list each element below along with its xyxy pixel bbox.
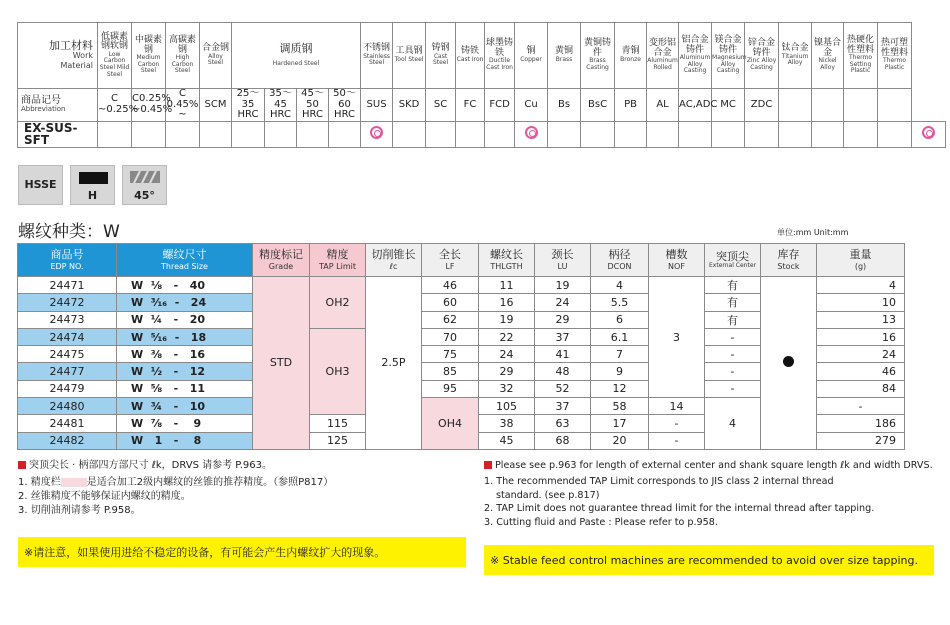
dcon-cell: 20 — [591, 432, 649, 449]
material-header: 铝合金铸件 Aluminum Alloy Casting — [679, 23, 712, 89]
external-center-cell: 有 — [705, 294, 761, 311]
grade-cell: STD — [253, 277, 310, 450]
recommended-ring-icon — [370, 126, 383, 139]
abbreviation-label: 商品记号 Abbreviation — [18, 89, 98, 122]
thread-size-cell: W ³⁄₁₆ - 24 — [117, 294, 253, 311]
edp-cell: 24479 — [18, 380, 117, 397]
col-edp: 商品号 EDP NO. — [18, 244, 117, 277]
hsse-material-icon: HSSE — [18, 165, 63, 205]
recommended-ring-icon — [922, 126, 935, 139]
edp-cell: 24482 — [18, 432, 117, 449]
note-en-2: 2. TAP Limit does not guarantee thread limit for the internal thread after tapping. — [484, 503, 875, 515]
material-header: 低碳素钢软钢 Low Carbon Steel Mild Steel — [98, 23, 132, 89]
material-header: 高碳素钢 High Carbon Steel — [166, 23, 200, 89]
thread-size-cell: W ¼ - 20 — [117, 311, 253, 328]
material-header: 不锈钢 Stainless Steel — [361, 23, 393, 89]
thread-size-cell: W ¾ - 10 — [117, 398, 253, 415]
external-center-cell: 有 — [705, 311, 761, 328]
material-code: AC,ADC — [679, 89, 712, 122]
material-code: SC — [426, 89, 456, 122]
material-code: SUS — [361, 89, 393, 122]
material-header: 合金钢 Alloy Steel — [200, 23, 232, 89]
helix-45-icon: 45° — [122, 165, 167, 205]
material-code: 50～60 HRC — [329, 89, 361, 122]
dcon-cell: 6 — [591, 311, 649, 328]
tap-limit-cell: OH4 — [422, 398, 479, 450]
note-zh-1: 1. 精度栏 是适合加工2级内螺纹的丝锥的推荐精度。（参照P817） — [18, 477, 334, 488]
tolerance-h-icon: H — [70, 165, 115, 205]
lu-cell: 48 — [535, 363, 591, 380]
material-header: 黄铜铸件 Brass Casting — [581, 23, 615, 89]
red-square-icon — [18, 461, 26, 469]
thread-size-cell: W 1 - 8 — [117, 432, 253, 449]
dcon-cell: 4 — [591, 277, 649, 294]
units-label: 单位:mm Unit:mm — [777, 228, 849, 237]
material-code: C0.25% ~0.45% — [132, 89, 166, 122]
material-code: MC — [712, 89, 745, 122]
lu-cell: 58 — [591, 398, 649, 415]
edp-cell: 24474 — [18, 328, 117, 345]
note-en-0: Please see p.963 for length of external center and shank square length ℓk and width DRVS. — [484, 459, 939, 472]
red-square-icon — [484, 461, 492, 469]
thlgth-cell: 24 — [479, 346, 535, 363]
lf-cell: 115 — [310, 415, 366, 432]
external-center-cell: - — [649, 415, 705, 432]
lu-cell: 63 — [535, 415, 591, 432]
external-center-cell: - — [705, 380, 761, 397]
material-header: 工具钢 Tool Steel — [393, 23, 426, 89]
warning-en: ※ Stable feed control machines are recommended to avoid over size tapping. — [484, 545, 934, 575]
lf-cell: 125 — [310, 432, 366, 449]
weight-cell: 46 — [817, 363, 905, 380]
material-code — [812, 89, 844, 122]
dcon-cell: 7 — [591, 346, 649, 363]
thlgth-cell: 32 — [479, 380, 535, 397]
thread-size-cell: W ⅝ - 11 — [117, 380, 253, 397]
col-external-center: 突顶尖 External Center — [705, 244, 761, 277]
material-corner-label: 加工材料 Work Material — [18, 23, 98, 89]
material-code — [878, 89, 912, 122]
material-header: 钛合金 Titanium Alloy — [779, 23, 812, 89]
material-code: 45～50 HRC — [297, 89, 329, 122]
helix-stripes-icon — [130, 171, 160, 183]
weight-cell: 4 — [817, 277, 905, 294]
weight-cell: 10 — [817, 294, 905, 311]
lf-cell: 60 — [422, 294, 479, 311]
col-nof: 槽数 NOF — [649, 244, 705, 277]
material-code: AL — [647, 89, 679, 122]
lu-cell: 37 — [535, 328, 591, 345]
note-zh-3: 3. 切削油剂请参考 P.958。 — [18, 505, 141, 516]
thread-type-title: 螺纹种类：W — [18, 222, 120, 242]
dcon-cell: 12 — [591, 380, 649, 397]
note-en-1b: standard. (see p.817) — [496, 489, 600, 501]
material-code: 35～45 HRC — [265, 89, 297, 122]
thread-size-cell: W ⅞ - 9 — [117, 415, 253, 432]
thlgth-cell: 29 — [479, 363, 535, 380]
spec-table — [17, 243, 905, 450]
edp-cell: 24480 — [18, 398, 117, 415]
suitability-mark-sus — [361, 121, 393, 147]
note-en-3: 3. Cutting fluid and Paste : Please refer to p.958. — [484, 516, 718, 528]
col-lu: 颈长 LU — [535, 244, 591, 277]
col-tap-limit: 精度 TAP Limit — [310, 244, 366, 277]
weight-cell: 24 — [817, 346, 905, 363]
lu-cell: 68 — [535, 432, 591, 449]
external-center-cell: - — [817, 398, 905, 415]
material-header: 镁合金铸件 Magnesium Alloy Casting — [712, 23, 745, 89]
thlgth-cell: 45 — [479, 432, 535, 449]
weight-cell: 186 — [817, 415, 905, 432]
lf-cell: 75 — [422, 346, 479, 363]
edp-cell: 24475 — [18, 346, 117, 363]
thlgth-cell: 37 — [535, 398, 591, 415]
material-code: 25～35 HRC — [232, 89, 265, 122]
lu-cell: 19 — [535, 277, 591, 294]
lu-cell: 29 — [535, 311, 591, 328]
material-header: 热硬化性塑料 Thermo Setting Plastic — [844, 23, 878, 89]
weight-cell: 16 — [817, 328, 905, 345]
note-zh-0: 突顶尖长 · 柄部四方部尺寸 ℓk，DRVS 请参考 P.963。 — [18, 459, 468, 473]
edp-cell: 24472 — [18, 294, 117, 311]
stock-cell — [761, 277, 817, 450]
lf-cell: 95 — [422, 380, 479, 397]
material-header: 球墨铸铁 Ductile Cast Iron — [485, 23, 515, 89]
col-thlgth: 螺纹长 THLGTH — [479, 244, 535, 277]
material-header: 青铜 Bronze — [615, 23, 647, 89]
col-weight: 重量 (g) — [817, 244, 905, 277]
col-stock: 库存 Stock — [761, 244, 817, 277]
col-dcon: 柄径 DCON — [591, 244, 649, 277]
lf-cell: 62 — [422, 311, 479, 328]
suitability-mark-thermo-plastic — [912, 121, 946, 147]
notes-zh — [18, 459, 468, 518]
thread-size-cell: W ⁵⁄₁₆ - 18 — [117, 328, 253, 345]
external-center-cell: 有 — [705, 277, 761, 294]
notes-en — [484, 459, 939, 529]
material-header: 变形铝合金 Aluminum Rolled — [647, 23, 679, 89]
weight-cell: 13 — [817, 311, 905, 328]
nof-cell: 4 — [705, 398, 761, 450]
lu-cell: 52 — [535, 380, 591, 397]
material-code: C 0.45% ~ — [166, 88, 199, 120]
lf-cell: 105 — [479, 398, 535, 415]
thread-size-cell: W ⅜ - 16 — [117, 346, 253, 363]
material-header: 调质钢 Hardened Steel — [232, 23, 361, 89]
warning-zh: ※请注意，如果使用进给不稳定的设备，有可能会产生内螺纹扩大的现象。 — [18, 537, 466, 567]
recommended-ring-icon — [525, 126, 538, 139]
thlgth-cell: 19 — [479, 311, 535, 328]
material-code: SKD — [393, 89, 426, 122]
thlgth-cell: 16 — [479, 294, 535, 311]
material-code: BsC — [581, 89, 615, 122]
material-code: Bs — [548, 89, 581, 122]
edp-cell: 24473 — [18, 311, 117, 328]
table-row — [18, 277, 905, 294]
col-lf: 全长 LF — [422, 244, 479, 277]
external-center-cell: - — [705, 346, 761, 363]
edp-cell: 24477 — [18, 363, 117, 380]
material-header: 黄铜 Brass — [548, 23, 581, 89]
col-grade: 精度标记 Grade — [253, 244, 310, 277]
material-code: PB — [615, 89, 647, 122]
weight-cell: 84 — [817, 380, 905, 397]
external-center-cell: - — [705, 363, 761, 380]
suitability-mark-cu — [515, 121, 548, 147]
tap-limit-cell: OH2 — [310, 277, 366, 329]
note-en-1: 1. The recommended TAP Limit corresponds to JIS class 2 internal thread — [484, 476, 834, 488]
col-thread-size: 螺纹尺寸 Thread Size — [117, 244, 253, 277]
material-header: 铸钢 Cast Steel — [426, 23, 456, 89]
material-code — [779, 89, 812, 122]
material-header: 中碳素钢 Medium Carbon Steel — [132, 23, 166, 89]
dcon-cell: 5.5 — [591, 294, 649, 311]
note-zh-2: 2. 丝锥精度不能够保证内螺纹的精度。 — [18, 491, 191, 502]
pink-legend-swatch — [61, 478, 87, 487]
lc-cell: 2.5P — [366, 277, 422, 450]
material-code: ZDC — [745, 89, 779, 122]
material-code: SCM — [200, 89, 232, 122]
dcon-cell: 6.1 — [591, 328, 649, 345]
thlgth-cell: 11 — [479, 277, 535, 294]
material-code: C ~0.25% — [98, 89, 132, 122]
dcon-cell: 17 — [591, 415, 649, 432]
material-code: FC — [456, 89, 485, 122]
material-header: 铸铁 Cast Iron — [456, 23, 485, 89]
material-header: 镍基合金 Nickel Alloy — [812, 23, 844, 89]
material-header: 热可塑性塑料 Thermo Plastic — [878, 23, 912, 89]
material-code — [844, 89, 878, 122]
dcon-cell: 9 — [591, 363, 649, 380]
edp-cell: 24471 — [18, 277, 117, 294]
material-code: Cu — [515, 89, 548, 122]
col-lc: 切削锥长 ℓc — [366, 244, 422, 277]
weight-cell: 279 — [817, 432, 905, 449]
material-header: 锌合金铸件 Zinc Alloy Casting — [745, 23, 779, 89]
nof-cell: 3 — [649, 277, 705, 398]
work-material-table — [17, 22, 946, 148]
external-center-cell: - — [705, 328, 761, 345]
tap-limit-cell: OH3 — [310, 328, 366, 414]
edp-cell: 24481 — [18, 415, 117, 432]
in-stock-dot-icon — [783, 356, 794, 367]
thlgth-cell: 38 — [479, 415, 535, 432]
external-center-cell: - — [649, 432, 705, 449]
thlgth-cell: 22 — [479, 328, 535, 345]
product-model: EX-SUS-SFT — [18, 121, 98, 147]
thread-size-cell: W ⅛ - 40 — [117, 277, 253, 294]
lf-cell: 46 — [422, 277, 479, 294]
lu-cell: 24 — [535, 294, 591, 311]
material-header: 铜 Copper — [515, 23, 548, 89]
thread-size-cell: W ½ - 12 — [117, 363, 253, 380]
lu-cell: 41 — [535, 346, 591, 363]
material-code: FCD — [485, 89, 515, 122]
dcon-cell: 14 — [649, 398, 705, 415]
lf-cell: 70 — [422, 328, 479, 345]
lf-cell: 85 — [422, 363, 479, 380]
